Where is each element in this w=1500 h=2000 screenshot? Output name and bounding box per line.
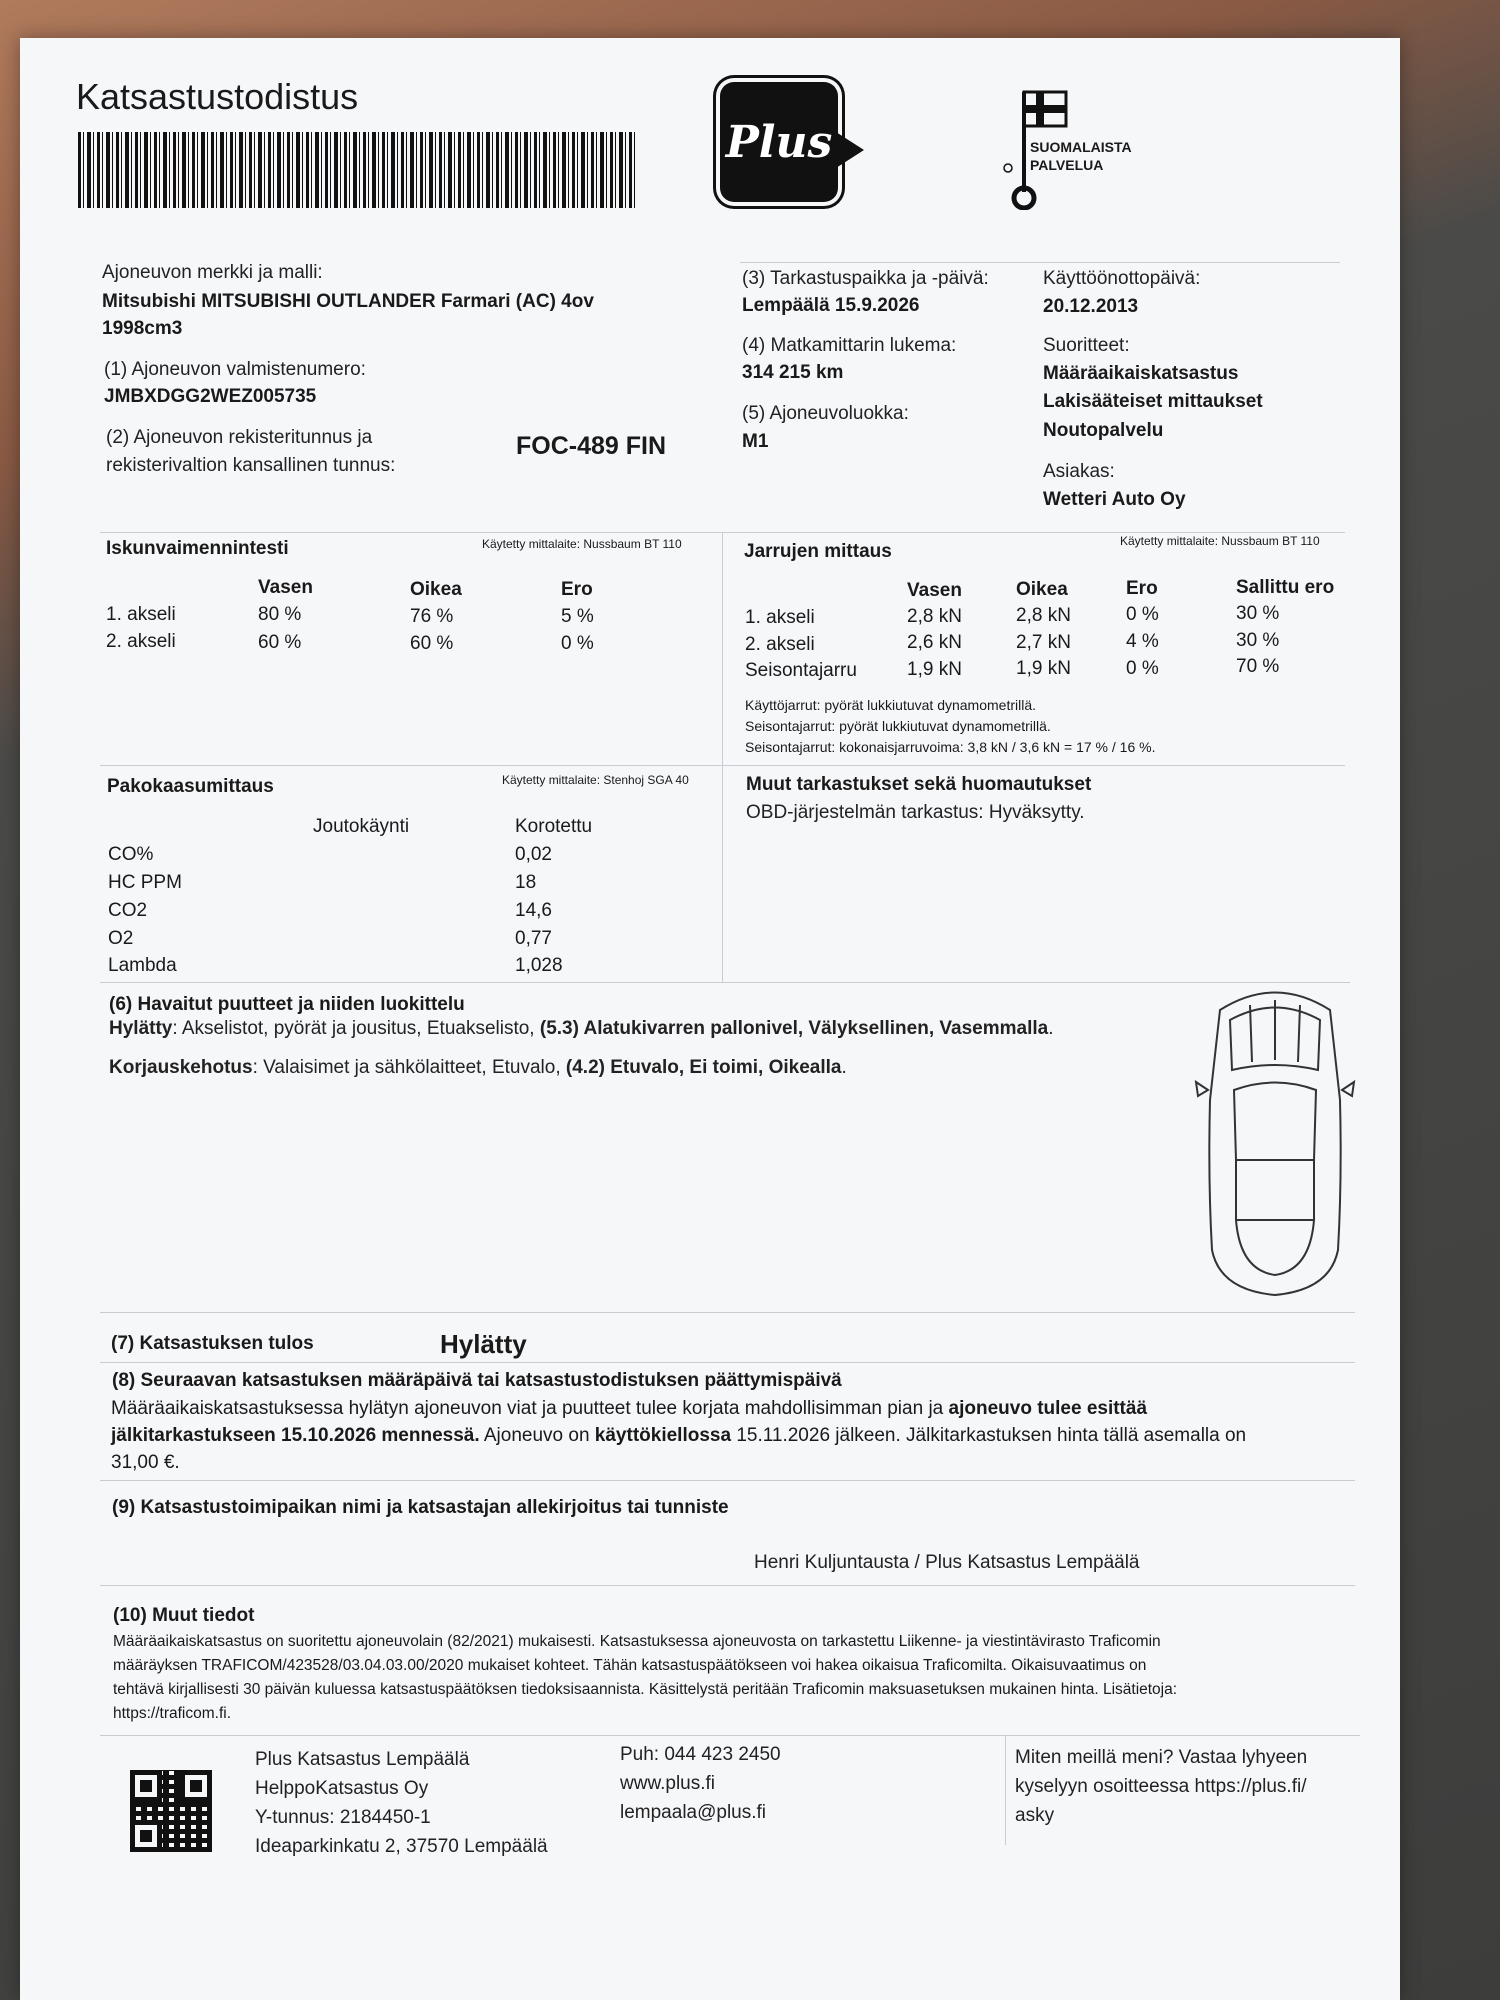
defects-title: (6) Havaitut puutteet ja niiden luokittelu (109, 994, 465, 1015)
reg-label: (2) Ajoneuvon rekisteritunnus ja (106, 427, 373, 448)
exhaust-row-name: CO% (108, 844, 154, 865)
shock-row-name: 1. akseli (106, 604, 176, 625)
inspector-signature: Henri Kuljuntausta / Plus Katsastus Lempäälä (754, 1552, 1140, 1573)
footer-contact (620, 1740, 781, 1827)
next-text-1: Määräaikaiskatsastuksessa hylätyn ajoneuvon viat ja puutteet tulee korjata mahdollisimman pian ja (111, 1398, 949, 1419)
customer-label: Asiakas: (1043, 461, 1115, 482)
intro-date-label: Käyttöönottopäivä: (1043, 268, 1201, 289)
phone-number: Puh: 044 423 2450 (620, 1744, 781, 1765)
next-price: 31,00 €. (111, 1452, 180, 1473)
shock-header-diff: Ero (561, 579, 593, 600)
rejected-defect-line (109, 1018, 1053, 1040)
company-name: Plus Katsastus Lempäälä (255, 1749, 470, 1770)
brake-test-title: Jarrujen mittaus (744, 541, 892, 562)
reg-value: FOC-489 FIN (516, 432, 667, 460)
odometer-value: 314 215 km (742, 362, 844, 383)
exhaust-test-title: Pakokaasumittaus (107, 776, 274, 797)
shock-row-name: 2. akseli (106, 631, 176, 652)
misc-line: Määräaikaiskatsastus on suoritettu ajoneuvolain (82/2021) mukaisesti. Katsastuksessa ajoneuvosta on tarkastettu Liikenne- ja viestintävirasto Traficomin (113, 1633, 1161, 1650)
brake-note: Seisontajarrut: pyörät lukkiutuvat dynamometrillä. (745, 718, 1051, 734)
next-inspection-text (111, 1395, 1351, 1476)
brake-header-right: Oikea (1016, 579, 1068, 600)
exhaust-header-idle: Joutokäynti (313, 816, 410, 837)
repair-defect-bold: (4.2) Etuvalo, Ei toimi, Oikealla (565, 1057, 842, 1078)
make-value: Mitsubishi MITSUBISHI OUTLANDER Farmari (AC) 4ov (102, 291, 594, 312)
shock-header-left: Vasen (258, 577, 313, 598)
signature-title: (9) Katsastustoimipaikan nimi ja katsastajan allekirjoitus tai tunniste (112, 1497, 729, 1518)
exhaust-row-raised: 0,02 (515, 844, 552, 865)
survey-line: Miten meillä meni? Vastaa lyhyeen (1015, 1747, 1308, 1768)
task-item: Määräaikaiskatsastus (1043, 363, 1239, 384)
rejected-label: Hylätty (109, 1018, 173, 1039)
exhaust-row-raised: 14,6 (515, 900, 552, 921)
survey-link[interactable]: kyselyyn osoitteessa https://plus.fi/ (1015, 1776, 1307, 1797)
brake-row-name: Seisontajarru (745, 660, 857, 681)
brake-note: Käyttöjarrut: pyörät lukkiutuvat dynamometrillä. (745, 697, 1037, 713)
brake-row-diff: 4 % (1126, 631, 1159, 652)
repair-text: : Valaisimet ja sähkölaitteet, Etuvalo, (252, 1057, 566, 1078)
website-link[interactable]: www.plus.fi (620, 1773, 716, 1794)
brake-row-name: 2. akseli (745, 634, 815, 655)
brake-row-allowed: 70 % (1236, 656, 1280, 677)
car-diagram-icon (1190, 980, 1360, 1305)
vin-value: JMBXDGG2WEZ005735 (104, 386, 317, 407)
exhaust-row-raised: 1,028 (515, 955, 563, 976)
exhaust-row-raised: 18 (515, 872, 537, 893)
brake-row-left: 1,9 kN (907, 659, 962, 680)
brake-header-allowed: Sallittu ero (1236, 577, 1335, 598)
next-text-2: Ajoneuvo on (479, 1425, 595, 1446)
brake-row-allowed: 30 % (1236, 630, 1280, 651)
misc-line: tehtävä kirjallisesti 30 päivän kuluessa katsastuspäätöksen tiedoksisaannista. Käsittelystä peritään Traficomin maksuasetuksen mukainen hinta. Lisätietoja: (113, 1681, 1178, 1698)
place-label: (3) Tarkastuspaikka ja -päivä: (742, 268, 989, 289)
misc-line: määräyksen TRAFICOM/423528/03.04.03.00/2020 mukaiset kohteet. Tähän katsastuspäätökseen voi hakea oikaisua Traficomilta. Oikaisuvaatimus on (113, 1657, 1147, 1674)
misc-line: https://traficom.fi. (113, 1705, 232, 1722)
brake-row-right: 2,8 kN (1016, 605, 1071, 626)
brake-row-allowed: 30 % (1236, 603, 1280, 624)
footer-company (255, 1745, 548, 1861)
brake-row-right: 1,9 kN (1016, 658, 1071, 679)
brake-row-left: 2,6 kN (907, 632, 962, 653)
repair-end: . (841, 1057, 847, 1078)
brake-row-diff: 0 % (1126, 604, 1159, 625)
class-label: (5) Ajoneuvoluokka: (742, 403, 909, 424)
misc-text (113, 1630, 1363, 1726)
shock-row-right: 60 % (410, 633, 454, 654)
shock-header-right: Oikea (410, 579, 462, 600)
task-item: Lakisääteiset mittaukset (1043, 391, 1263, 412)
next-bold-2: jälkitarkastukseen 15.10.2026 mennessä. (111, 1425, 480, 1446)
class-value: M1 (742, 431, 769, 452)
vin-label: (1) Ajoneuvon valmistenumero: (104, 359, 366, 380)
repair-defect-line (109, 1057, 847, 1079)
barcode (78, 132, 638, 208)
badge-line-1: SUOMALAISTA (1030, 139, 1132, 155)
place-value: Lempäälä 15.9.2026 (742, 295, 920, 316)
exhaust-row-name: HC PPM (108, 872, 182, 893)
plus-logo-tail (836, 132, 864, 168)
result-label: (7) Katsastuksen tulos (111, 1333, 314, 1354)
shock-row-right: 76 % (410, 606, 454, 627)
exhaust-test-device: Käytetty mittalaite: Stenhoj SGA 40 (502, 773, 689, 787)
rejected-end: . (1048, 1018, 1054, 1039)
shock-test-title: Iskunvaimennintesti (106, 538, 289, 559)
make-label: Ajoneuvon merkki ja malli: (102, 262, 323, 283)
brake-note: Seisontajarrut: kokonaisjarruvoima: 3,8 kN / 3,6 kN = 17 % / 16 %. (745, 739, 1156, 755)
odometer-label: (4) Matkamittarin lukema: (742, 335, 957, 356)
suomalaista-palvelua-badge (1030, 138, 1132, 174)
document-title: Katsastustodistus (76, 76, 359, 117)
brake-row-name: 1. akseli (745, 607, 815, 628)
reg-label-2: rekisterivaltion kansallinen tunnus: (106, 455, 396, 476)
exhaust-row-name: CO2 (108, 900, 148, 921)
repair-label: Korjauskehotus (109, 1057, 253, 1078)
shock-row-left: 80 % (258, 604, 302, 625)
next-text-3: 15.11.2026 jälkeen. Jälkitarkastuksen hinta tällä asemalla on (731, 1425, 1247, 1446)
company-legal-name: HelppoKatsastus Oy (255, 1778, 429, 1799)
exhaust-header-raised: Korotettu (515, 816, 593, 837)
rejected-defect-bold: (5.3) Alatukivarren pallonivel, Välyksellinen, Vasemmalla (539, 1018, 1049, 1039)
misc-title: (10) Muut tiedot (113, 1605, 255, 1626)
brake-row-right: 2,7 kN (1016, 632, 1071, 653)
shock-row-left: 60 % (258, 632, 302, 653)
footer-survey (1015, 1743, 1307, 1830)
shock-row-diff: 5 % (561, 606, 594, 627)
next-bold-3: käyttökiellossa (594, 1425, 732, 1446)
brake-row-left: 2,8 kN (907, 606, 962, 627)
shock-row-diff: 0 % (561, 633, 594, 654)
exhaust-row-name: O2 (108, 928, 134, 949)
plus-logo: Plus (720, 82, 838, 202)
customer-value: Wetteri Auto Oy (1043, 489, 1186, 510)
next-inspection-title: (8) Seuraavan katsastuksen määräpäivä tai katsastustodistuksen päättymispäivä (112, 1370, 842, 1391)
result-value: Hylätty (440, 1329, 527, 1359)
company-address: Ideaparkinkatu 2, 37570 Lempäälä (255, 1836, 548, 1857)
rejected-text: : Akselistot, pyörät ja jousitus, Etuakselisto, (172, 1018, 540, 1039)
badge-line-2: PALVELUA (1030, 157, 1104, 173)
brake-test-device: Käytetty mittalaite: Nussbaum BT 110 (1120, 534, 1320, 548)
next-bold-1: ajoneuvo tulee esittää (948, 1398, 1148, 1419)
business-id: Y-tunnus: 2184450-1 (255, 1807, 431, 1828)
other-checks-title: Muut tarkastukset sekä huomautukset (746, 774, 1092, 795)
tasks-label: Suoritteet: (1043, 335, 1130, 356)
brake-header-diff: Ero (1126, 578, 1158, 599)
shock-test-device: Käytetty mittalaite: Nussbaum BT 110 (482, 537, 682, 551)
task-item: Noutopalvelu (1043, 420, 1164, 441)
other-checks-text: OBD-järjestelmän tarkastus: Hyväksytty. (746, 802, 1085, 823)
brake-header-left: Vasen (907, 580, 962, 601)
exhaust-row-raised: 0,77 (515, 928, 552, 949)
survey-line: asky (1015, 1805, 1055, 1826)
exhaust-row-name: Lambda (108, 955, 177, 976)
intro-date-value: 20.12.2013 (1043, 296, 1139, 317)
qr-code[interactable] (130, 1770, 212, 1852)
brake-row-diff: 0 % (1126, 658, 1159, 679)
email-link[interactable]: lempaala@plus.fi (620, 1802, 767, 1823)
engine-value: 1998cm3 (102, 318, 183, 339)
